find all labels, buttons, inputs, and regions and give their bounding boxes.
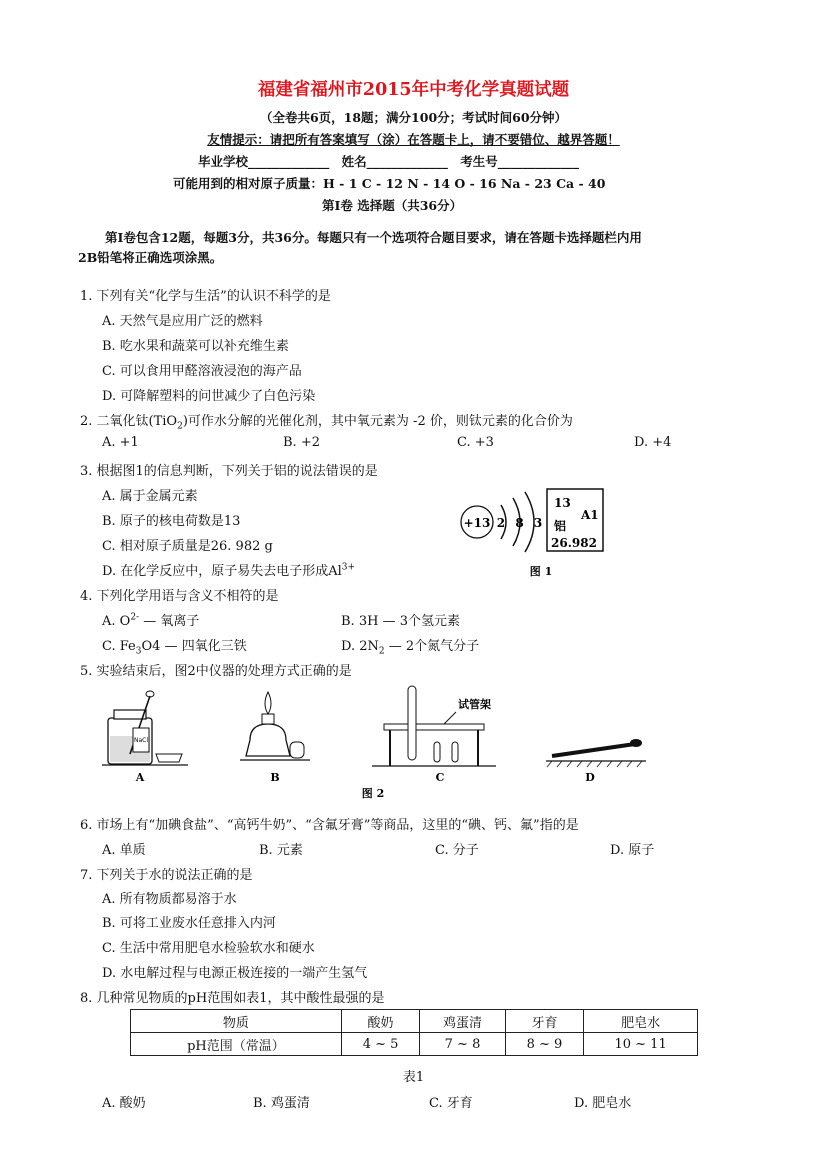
- student-info-row: [198, 152, 579, 170]
- figure-2-caption: 图 2: [361, 787, 385, 800]
- q6-option-b[interactable]: B. 元素: [259, 843, 303, 858]
- q1-option-d[interactable]: D. 可降解塑料的问世减少了白色污染: [102, 389, 316, 404]
- svg-text:NaCl: NaCl: [133, 737, 149, 744]
- q2-option-c[interactable]: C. +3: [457, 435, 494, 450]
- shell-electrons: 2 8 3: [496, 516, 546, 530]
- q6-option-d[interactable]: D. 原子: [610, 843, 655, 858]
- q1-stem: 1. 下列有关“化学与生活”的认识不科学的是: [80, 289, 331, 304]
- table-header-cell: 鸡蛋清: [420, 1010, 506, 1033]
- q6-stem: 6. 市场上有“加碘食盐”、“高钙牛奶”、“含氟牙膏”等商品，这里的“碘、钙、氟”指的是: [80, 818, 579, 833]
- q8-option-d[interactable]: D. 肥皂水: [574, 1096, 632, 1111]
- table-cell: 10 ~ 11: [584, 1033, 698, 1056]
- q7-option-a[interactable]: A. 所有物质都易溶于水: [102, 892, 237, 907]
- q4-option-c[interactable]: C. $Fe_3O4$ — 四氧化三铁: [102, 639, 247, 657]
- table-row: [131, 1033, 698, 1056]
- q8-option-c[interactable]: C. 牙育: [429, 1096, 473, 1111]
- page-title: 福建省福州市2015年中考化学真题试题: [257, 80, 570, 100]
- q3-option-d[interactable]: D. 在化学反应中，原子易失去电子形成$Al^{3+}$: [102, 562, 356, 579]
- ph-table: [130, 1009, 698, 1056]
- atomic-masses: 可能用到的相对原子质量：H - 1 C - 12 N - 14 O - 16 Na - 23 Ca - 40: [173, 176, 606, 191]
- q4-option-a[interactable]: A. $O^{2-}$ — 氧离子: [102, 612, 200, 629]
- q3-option-a[interactable]: A. 属于金属元素: [102, 489, 198, 504]
- table-header-cell: 物质: [131, 1010, 342, 1033]
- figure-2-label-d: D: [585, 771, 595, 784]
- q7-option-c[interactable]: C. 生活中常用肥皂水检验软水和硬水: [102, 941, 315, 956]
- q2-option-d[interactable]: D. +4: [634, 435, 672, 450]
- q1-option-a[interactable]: A. 天然气是应用广泛的燃料: [102, 314, 263, 329]
- q7-option-d[interactable]: D. 水电解过程与电源正极连接的一端产生氢气: [102, 966, 368, 981]
- q4-option-d[interactable]: D. $2N_2$ — 2个氮气分子: [341, 639, 480, 657]
- name-label: 姓名: [341, 154, 367, 169]
- name-blank[interactable]: _____________: [366, 154, 448, 169]
- element-name: 铝: [554, 519, 567, 533]
- q1-option-c[interactable]: C. 可以食用甲醛溶液浸泡的海产品: [102, 364, 302, 379]
- q7-stem: 7. 下列关于水的说法正确的是: [80, 868, 253, 883]
- table-cell: pH范围（常温）: [131, 1033, 342, 1056]
- q4-option-b[interactable]: B. 3H — 3个氢元素: [341, 614, 460, 629]
- q3-option-c[interactable]: C. 相对原子质量是26. 982 g: [102, 539, 273, 554]
- q8-option-a[interactable]: A. 酸奶: [102, 1096, 146, 1111]
- figure-2-label-b: B: [270, 771, 280, 784]
- q2-option-a[interactable]: A. +1: [102, 435, 139, 450]
- figure-2-label-c: C: [435, 771, 445, 784]
- section-heading: 第Ⅰ卷 选择题（共36分）: [322, 198, 463, 213]
- table-cell: 8 ~ 9: [505, 1033, 583, 1056]
- q7-option-b[interactable]: B. 可将工业废水任意排入内河: [102, 916, 276, 931]
- instructions-line-1: 第Ⅰ卷包含12题，每题3分，共36分。每题只有一个选项符合题目要求，请在答题卡选择题栏内用: [105, 230, 642, 245]
- figure-1-aluminum: [455, 485, 615, 580]
- atomic-mass: 26.982: [551, 536, 597, 550]
- q3-stem: 3. 根据图1的信息判断，下列关于铝的说法错误的是: [80, 464, 378, 479]
- figure-2-label-a: A: [135, 771, 145, 784]
- nucleus-charge: +13: [463, 516, 491, 530]
- q2-option-b[interactable]: B. +2: [283, 435, 320, 450]
- table-1-caption: 表1: [402, 1070, 425, 1085]
- table-header-cell: 肥皂水: [584, 1010, 698, 1033]
- q4-stem: 4. 下列化学用语与含义不相符的是: [80, 589, 279, 604]
- test-tube-rack-label: 试管架: [458, 698, 491, 711]
- element-symbol: A1: [581, 508, 599, 522]
- table-cell: 4 ~ 5: [341, 1033, 419, 1056]
- table-header-cell: 酸奶: [341, 1010, 419, 1033]
- q2-stem: 2. 二氧化钛(TiO$_2$)可作水分解的光催化剂，其中氧元素为 -2 价，则钛元素的化合价为: [80, 414, 573, 432]
- q1-option-b[interactable]: B. 吃水果和蔬菜可以补充维生素: [102, 339, 289, 354]
- figure-2-a-bottle: [102, 691, 188, 765]
- figure-2-lab-equipment: [100, 684, 650, 802]
- school-blank[interactable]: _____________: [248, 154, 330, 169]
- table-header-cell: 牙育: [505, 1010, 583, 1033]
- q6-option-a[interactable]: A. 单质: [102, 843, 146, 858]
- table-row: [131, 1010, 698, 1033]
- exam-no-blank[interactable]: _____________: [497, 154, 580, 169]
- friendly-tip: 友情提示：请把所有答案填写（涂）在答题卡上，请不要错位、越界答题！: [207, 132, 620, 147]
- figure-2-d-dropper: [546, 739, 646, 767]
- exam-subtitle: （全卷共6页，18题；满分100分；考试时间60分钟）: [259, 110, 568, 125]
- instructions-line-2: 2B铅笔将正确选项涂黑。: [78, 250, 223, 265]
- q6-option-c[interactable]: C. 分子: [435, 843, 479, 858]
- figure-2-b-alcohol-lamp: [240, 692, 310, 760]
- q8-option-b[interactable]: B. 鸡蛋清: [253, 1096, 310, 1111]
- q8-stem: 8. 几种常见物质的pH范围如表1，其中酸性最强的是: [80, 991, 385, 1006]
- table-cell: 7 ~ 8: [420, 1033, 506, 1056]
- q3-option-b[interactable]: B. 原子的核电荷数是13: [102, 514, 241, 529]
- school-label: 毕业学校: [198, 154, 249, 169]
- exam-no-label: 考生号: [460, 154, 498, 169]
- figure-1-caption: 图 1: [529, 565, 553, 578]
- q5-stem: 5. 实验结束后，图2中仪器的处理方式正确的是: [80, 664, 352, 679]
- atomic-number: 13: [554, 496, 571, 510]
